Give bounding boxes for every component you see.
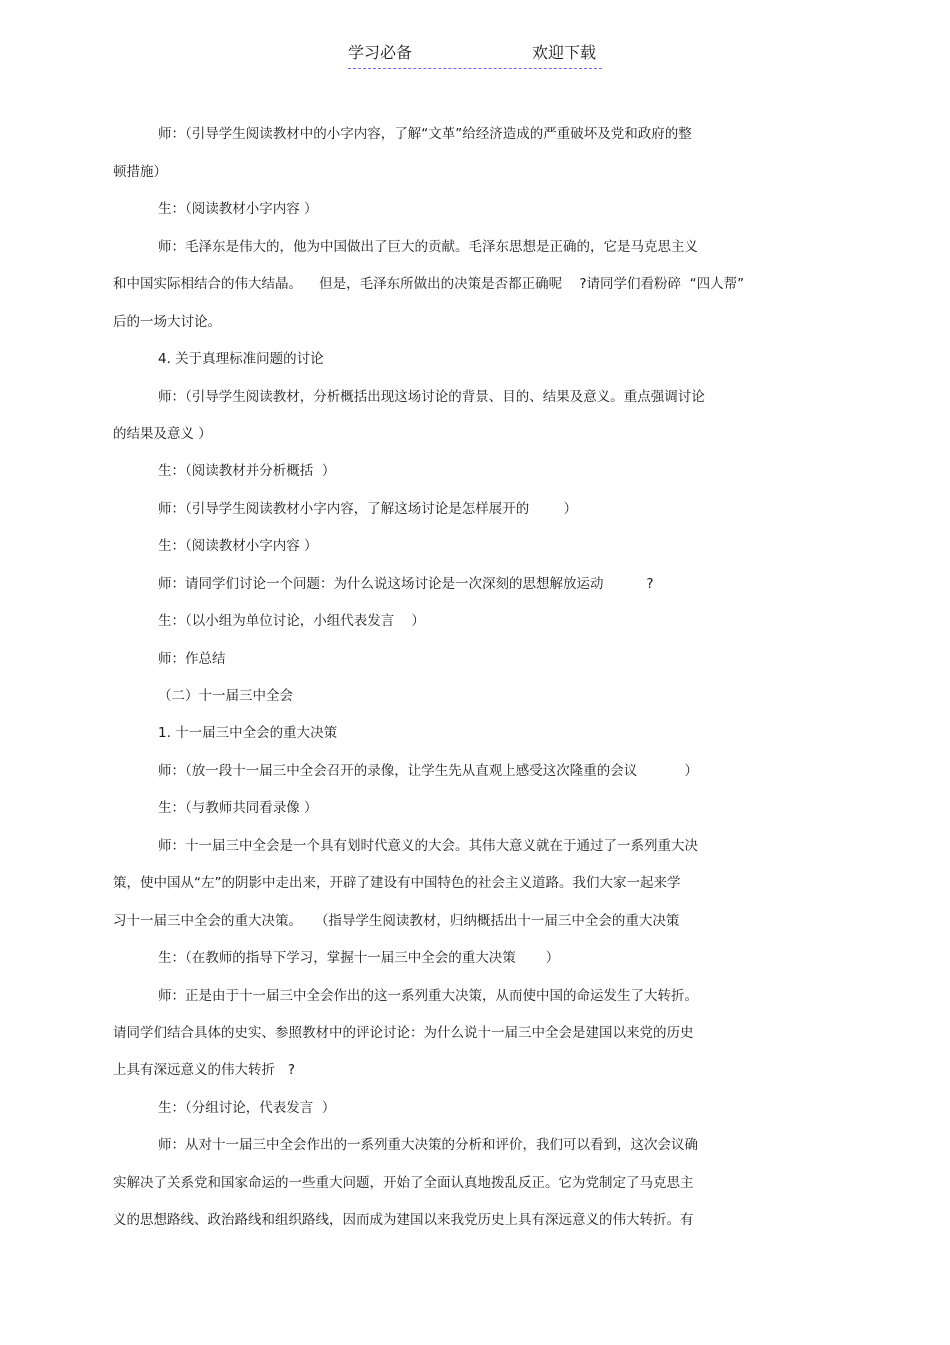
text-line: 后的一场大讨论。 [113,314,221,330]
text-line: 义的思想路线、政治路线和组织路线，因而成为建国以来我党历史上具有深远意义的伟大转折。有 [113,1212,694,1228]
text-line: 策，使中国从“左”的阴影中走出来，开辟了建设有中国特色的社会主义道路。我们大家一起来学 [113,875,681,891]
text-line: 师：从对十一届三中全会作出的一系列重大决策的分析和评价，我们可以看到，这次会议确 [158,1137,698,1153]
text-line: 师：（引导学生阅读教材中的小字内容，了解“文革”给经济造成的严重破坏及党和政府的整 [158,126,692,142]
text-line: 请同学们结合具体的史实、参照教材中的评论讨论：为什么说十一届三中全会是建国以来党的历史 [113,1025,694,1041]
text-line: 生：（以小组为单位讨论，小组代表发言 ） [158,613,425,629]
text-line: 顿措施） [113,164,167,180]
text-line: 和中国实际相结合的伟大结晶。 但是，毛泽东所做出的决策是否都正确呢 ?请同学们看粉碎 “四人帮” [113,276,745,292]
text-line: 习十一届三中全会的重大决策。 （指导学生阅读教材，归纳概括出十一届三中全会的重大决策 [113,913,680,929]
text-line: 实解决了关系党和国家命运的一些重大问题，开始了全面认真地拨乱反正。它为党制定了马克思主 [113,1175,694,1191]
section-heading: 4. 关于真理标准问题的讨论 [158,351,324,367]
header-left-text: 学习必备 [348,43,413,62]
text-line: 生：（与教师共同看录像 ） [158,800,318,816]
text-line: 生：（阅读教材小字内容 ） [158,538,318,554]
text-line: 生：（阅读教材小字内容 ） [158,201,318,217]
text-line: 师：（引导学生阅读教材，分析概括出现这场讨论的背景、目的、结果及意义。重点强调讨论 [158,389,705,405]
section-heading: 1. 十一届三中全会的重大决策 [158,725,338,741]
text-line: 师：作总结 [158,651,226,667]
text-line: 的结果及意义 ） [113,426,212,442]
text-line: 生：（分组讨论，代表发言 ） [158,1100,336,1116]
text-line: 师：正是由于十一届三中全会作出的这一系列重大决策，从而使中国的命运发生了大转折。 [158,988,698,1004]
header-right-text: 欢迎下载 [531,43,596,62]
text-line: 师：（引导学生阅读教材小字内容，了解这场讨论是怎样展开的 ） [158,501,578,517]
text-line: 师：毛泽东是伟大的，他为中国做出了巨大的贡献。毛泽东思想是正确的，它是马克思主义 [158,239,698,255]
text-line: 生：（阅读教材并分析概括 ） [158,463,336,479]
text-line: 师：请同学们讨论一个问题：为什么说这场讨论是一次深刻的思想解放运动 ? [158,576,654,592]
text-line: 师：（放一段十一届三中全会召开的录像，让学生先从直观上感受这次隆重的会议 ） [158,763,698,779]
text-line: 生：（在教师的指导下学习，掌握十一届三中全会的重大决策 ） [158,950,560,966]
text-line: 上具有深远意义的伟大转折 ? [113,1062,296,1078]
section-heading: （二）十一届三中全会 [158,688,293,704]
text-line: 师：十一届三中全会是一个具有划时代意义的大会。其伟大意义就在于通过了一系列重大决 [158,838,698,854]
page-header [348,42,602,69]
